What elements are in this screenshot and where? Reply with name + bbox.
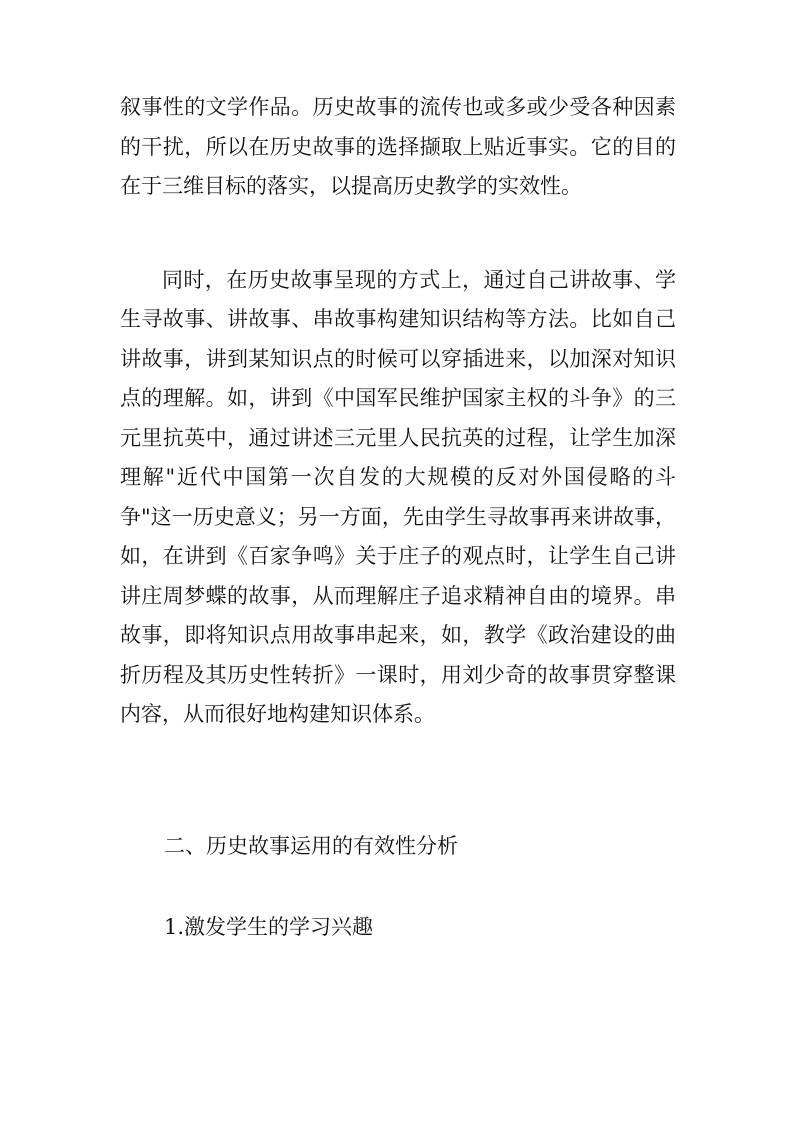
heading-spacer — [120, 866, 676, 908]
subsection-heading: 1.激发学生的学习兴趣 — [164, 915, 374, 939]
section-heading: 二、历史故事运用的有效性分析 — [164, 833, 458, 858]
paragraph-story-methods: 同时，在历史故事呈现的方式上，通过自己讲故事、学生寻故事、讲故事、串故事构建知识结构等方法。比如自己讲故事，讲到某知识点的时候可以穿插进来，以加深对知识点的理解。如，讲到《中国军民维护国家主权的斗争》的三元里抗英中，通过讲述三元里人民抗英的过程，让学生加深理解"近代中国第一次自发的大规模的反对外国侵略的斗争"这一历史意义；另一方面，先由学生寻故事再来讲故事，如，在讲到《百家争鸣》关于庄子的观点时，让学生自己讲讲庄周梦蝶的故事，从而理解庄子追求精神自由的境界。串故事，即将知识点用故事串起来，如，教学《政治建设的曲折历程及其历史性转折》一课时，用刘少奇的故事贯穿整课内容，从而很好地构建知识体系。 — [120, 267, 676, 726]
section-spacer — [120, 735, 676, 827]
paragraph-continuation: 叙事性的文学作品。历史故事的流传也或多或少受各种因素的干扰，所以在历史故事的选择撷取上贴近事实。它的目的在于三维目标的落实，以提高历史教学的实效性。 — [120, 95, 676, 198]
paragraph-spacer — [120, 207, 676, 261]
document-body — [120, 88, 676, 948]
